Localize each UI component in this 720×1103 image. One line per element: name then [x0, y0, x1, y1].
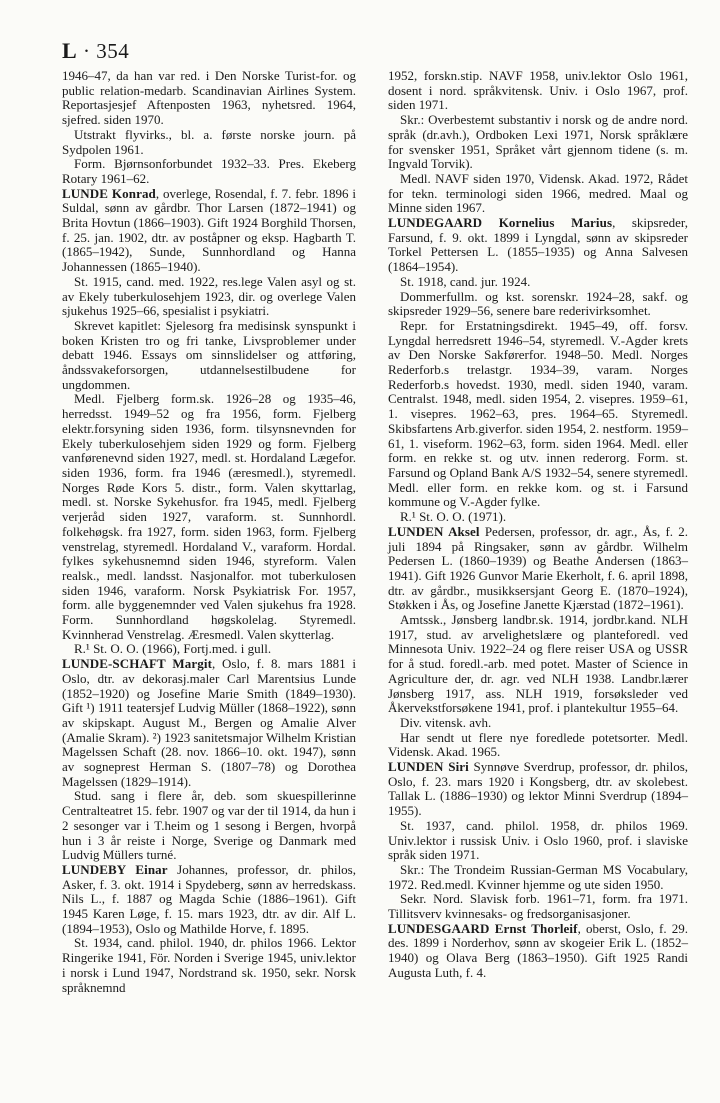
entry-text: Synnøve Sverdrup, professor, dr. philos, Oslo, f. 23. mars 1920 i Kongsberg, dtr. av skolebest. Tallak L. (1886–1930) og lektor Minni Sverdrup (1894–1955).	[388, 759, 688, 819]
paragraph	[62, 275, 356, 319]
paragraph	[62, 128, 356, 157]
page-number: 354	[96, 39, 130, 63]
entry-text: Form. Bjørnsonforbundet 1932–33. Pres. Ekeberg Rotary 1961–62.	[62, 156, 356, 186]
entry-text: Utstrakt flyvirks., bl. a. første norske journ. på Sydpolen 1961.	[62, 126, 356, 157]
entry-text: Dommerfullm. og kst. sorenskr. 1924–28, sakf. og skipsreder 1929–56, senere bare rederivirksomhet.	[388, 288, 688, 319]
entry-text: Skr.: The Trondeim Russian-German MS Vocabulary, 1972. Red.medl. Kvinner hjemme og ute siden 1950.	[388, 861, 688, 892]
paragraph	[62, 157, 356, 186]
paragraph	[388, 275, 688, 290]
entry-name: LUNDEGAARD Kornelius Marius	[388, 215, 613, 231]
biography-entry	[62, 657, 356, 789]
paragraph	[388, 172, 688, 216]
paragraph	[388, 319, 688, 510]
entry-text: Skr.: Overbestemt substantiv i norsk og de andre nord. språk (dr.avh.), Ordboken Lexi 1971, Norsk språklære for svensker 1951, Språket vårt gjennom tidene (s. m. Ingvald Torvik).	[388, 112, 688, 172]
entry-text: Skrevet kapitlet: Sjelesorg fra medisinsk synspunkt i boken Kristen tro og fri tanke, Livsproblemer under debatt 1946. Essays om sinnslidelser og attføring, åndssvakeforsorgen, utdannelsestilbudene for ungdommen.	[62, 317, 356, 392]
paragraph	[388, 731, 688, 760]
biography-entry	[388, 216, 688, 275]
left-column	[62, 69, 356, 995]
entry-text: Stud. sang i flere år, deb. som skuespillerinne Centralteatret 15. febr. 1907 og var der til 1914, da hun i 2 sesonger var i T.heim og 1 sesong i Bergen, hvorpå hun i 3 år reiste i Norge, Sverige og Danmark med Ludvig Müllers turné.	[62, 788, 356, 863]
entry-name: LUNDEN Siri	[388, 759, 469, 775]
paragraph	[388, 290, 688, 319]
paragraph	[388, 510, 688, 525]
page-header	[62, 38, 129, 64]
biography-entry	[388, 922, 688, 981]
paragraph	[62, 936, 356, 995]
paragraph	[62, 319, 356, 393]
paragraph	[388, 716, 688, 731]
paragraph	[62, 392, 356, 642]
paragraph	[62, 789, 356, 863]
biography-entry	[388, 760, 688, 819]
section-letter: L	[62, 38, 78, 63]
entry-text: St. 1937, cand. philol. 1958, dr. philos 1969. Univ.lektor i russisk Univ. i Oslo 1960, prof. i slaviske språk siden 1971.	[388, 817, 688, 863]
entry-text: St. 1934, cand. philol. 1940, dr. philos 1966. Lektor Ringerike 1941, För. Norden i Sverige 1945, univ.lektor i norsk i Lund 1947, Nordstrand sk. 1950, sekr. Norsk språknemnd	[62, 935, 356, 995]
right-column	[388, 69, 688, 981]
entry-text: 1946–47, da han var red. i Den Norske Turist-for. og public relation-medarb. Scandinavian Airlines System. Reportasjesjef Aftenposten 1963, nyhetsred. 1964, sjefred. siden 1970.	[62, 68, 356, 128]
entry-name: LUNDEN Aksel	[388, 523, 480, 539]
entry-text: , overlege, Rosendal, f. 7. febr. 1896 i Suldal, sønn av gårdbr. Thor Larsen (1872–1941) og Brita Hovtun (1866–1903). Gift 1924 Borghild Thorsen, f. 25. jan. 1902, dtr. av poståpner og eksp. Hagbarth T. (1865–1942), Sunde, Sunnhordland og Hanna Johannessen (1865–1940).	[62, 185, 356, 275]
biography-entry	[388, 525, 688, 613]
paragraph	[62, 642, 356, 657]
entry-text: Div. vitensk. avh.	[400, 714, 492, 730]
entry-text: Har sendt ut flere nye foredlede potetsorter. Medl. Vidensk. Akad. 1965.	[388, 729, 688, 760]
entry-text: Repr. for Erstatningsdirekt. 1945–49, off. forsv. Lyngdal herredsrett 1946–54, styremedl. V.-Agder krets av Den Norske Sakførerfor. 1948–50. Medl. Norges Rederforb.s trelastgr. 1934–39, varam. Norges Rederforb.s hovedst. 1930, medl. siden 1940, varam. Centralst. 1948, medl. siden 1954, 2. visepres. 1959–61, 1. visepres. 1962–63, pres. 1964–65. Styremedl. Skibsfartens Arb.giverfor. siden 1954, 2. nestform. 1959–61, 1. viseform. 1962–63, form. siden 1964. Medl. eller form. en rekke st. og utv. innen rederorg. Form. st. Farsund og Opland Bank A/S 1932–54, senere styremedl. Medl. eller form. en rekke kom. og st. i Farsund kommune og V.-Agder fylke.	[388, 317, 688, 510]
entry-text: R.¹ St. O. O. (1966), Fortj.med. i gull.	[74, 641, 272, 657]
entry-text: , oberst, Oslo, f. 29. des. 1899 i Norderhov, sønn av skogeier Erik L. (1852–1940) og Olava Berg (1863–1950). Gift 1925 Randi Augusta Luth, f. 4.	[388, 920, 688, 980]
entry-name: LUNDE-SCHAFT Margit	[62, 656, 212, 672]
paragraph	[62, 69, 356, 128]
entry-text: Johannes, professor, dr. philos, Asker, f. 3. okt. 1914 i Spydeberg, sønn av herredskass. Nils L., f. 1887 og Magda Schie (1886–1961). Gift 1945 Karen Løge, f. 15. mars 1923, dtr. av dir. Alf L. (1894–1953), Oslo og Mathilde Horve, f. 1895.	[62, 861, 356, 936]
entry-text: , skipsreder, Farsund, f. 9. okt. 1899 i Lyngdal, sønn av skipsreder Torkel Pettersen L. (1855–1935) og Anna Salvesen (1864–1954).	[388, 215, 688, 275]
biography-entry	[62, 863, 356, 937]
entry-text: Amtssk., Jønsberg landbr.sk. 1914, jordbr.kand. NLH 1917, stud. av arvelighetslære og planteforedl. ved Minnesota Univ. 1922–24 og flere reiser USA og USSR for å stud. foredl.-arb. med potet. Master of Science in Agriculture der, dr. agr. ved NLH 1938. Landbr.lærer Jønsberg 1917, ass. NLH 1919, forsøksleder ved Åkervekstforsøkene 1941, prof. i plantekultur 1955–64.	[388, 612, 688, 716]
entry-text: Sekr. Nord. Slavisk forb. 1961–71, form. fra 1971. Tillitsverv kvinnesaks- og fredsorganisasjoner.	[388, 891, 688, 922]
entry-text: , Oslo, f. 8. mars 1881 i Oslo, dtr. av dekorasj.maler Carl Marentsius Lunde (1852–1920) og Josefine Marie Smith (1849–1930). Gift ¹) 1911 teatersjef Ludvig Müller (1868–1922), sønn av skipskapt. August M., Bergen og Amalie Alver (Amalie Skram). ²) 1923 sanitetsmajor Wilhelm Kristian Magelssen Schaft (28. nov. 1866–10. okt. 1947), sønn av sogneprest Herman S. (1807–78) og Dorothea Magelssen (1829–1914).	[62, 656, 356, 789]
paragraph	[388, 113, 688, 172]
biography-entry	[62, 187, 356, 275]
header-separator: ·	[82, 39, 91, 63]
paragraph	[388, 863, 688, 892]
entry-text: St. 1915, cand. med. 1922, res.lege Valen asyl og st. av Ekely tuberkulosehjem 1923, dir. og overlege Valen sjukehus 1925–66, spesialist i psykiatri.	[62, 273, 356, 319]
entry-text: Medl. Fjelberg form.sk. 1926–28 og 1935–46, herredsst. 1949–52 og fra 1956, form. Fjelberg elektr.forsyning siden 1936, form. tilsynsnevnden for Ekely tuberkulosehjem siden 1929 og form. Fjelberg vanførenevnd siden 1927, medl. st. Hordaland Lægefor. siden 1936, form. fra 1946 (æresmedl.), styremedl. Norges Røde Kors 5. distr., form. Valen skyttarlag, medl. st. Norske Sykehusfor. fra 1945, medl. Fjelberg verjeråd siden 1927, varaform. st. Sunnhordl. folkehøgsk. fra 1927, form. siden 1963, form. Fjelberg venstrelag, styremedl. Hordaland V., varaform. Hordal. fylkes sykehusnemnd siden 1946, styreform. Valen realsk., medl. landsst. Nasjonalfor. mot tuberkulosen siden 1946, varaform. Norsk Psykiatrisk For. 1957, form. alle byggenemnder ved Valen sjukehus fra 1928. Form. Sunnhordland høgskolelag. Styremedl. Kvinnherad Venstrelag. Æresmedl. Valen skytterlag.	[62, 391, 356, 642]
entry-name: LUNDE Konrad	[62, 185, 156, 201]
paragraph	[388, 892, 688, 921]
entry-name: LUNDEBY Einar	[62, 861, 168, 877]
paragraph	[388, 613, 688, 716]
paragraph	[388, 819, 688, 863]
entry-name: LUNDESGAARD Ernst Thorleif	[388, 920, 578, 936]
entry-text: St. 1918, cand. jur. 1924.	[400, 273, 531, 289]
entry-text: 1952, forskn.stip. NAVF 1958, univ.lektor Oslo 1961, dosent i nord. språkvitensk. Univ. i Oslo 1967, prof. siden 1971.	[388, 68, 688, 113]
paragraph	[388, 69, 688, 113]
entry-text: R.¹ St. O. O. (1971).	[400, 509, 507, 525]
entry-text: Pedersen, professor, dr. agr., Ås, f. 2. juli 1894 på Ringsaker, sønn av gårdbr. Wilhelm Pedersen L. (1860–1939) og Beathe Andersen (1863–1941). Gift 1926 Gunvor Marie Ekerholt, f. 6. april 1898, dtr. av gårdbr., musikksersjant Georg E. (1870–1924), Støkken i Ås, og Josefine Janette Kjærstad (1872–1961).	[388, 523, 688, 613]
entry-text: Medl. NAVF siden 1970, Vidensk. Akad. 1972, Rådet for tekn. terminologi siden 1966, medred. Maal og Minne siden 1967.	[388, 170, 688, 216]
